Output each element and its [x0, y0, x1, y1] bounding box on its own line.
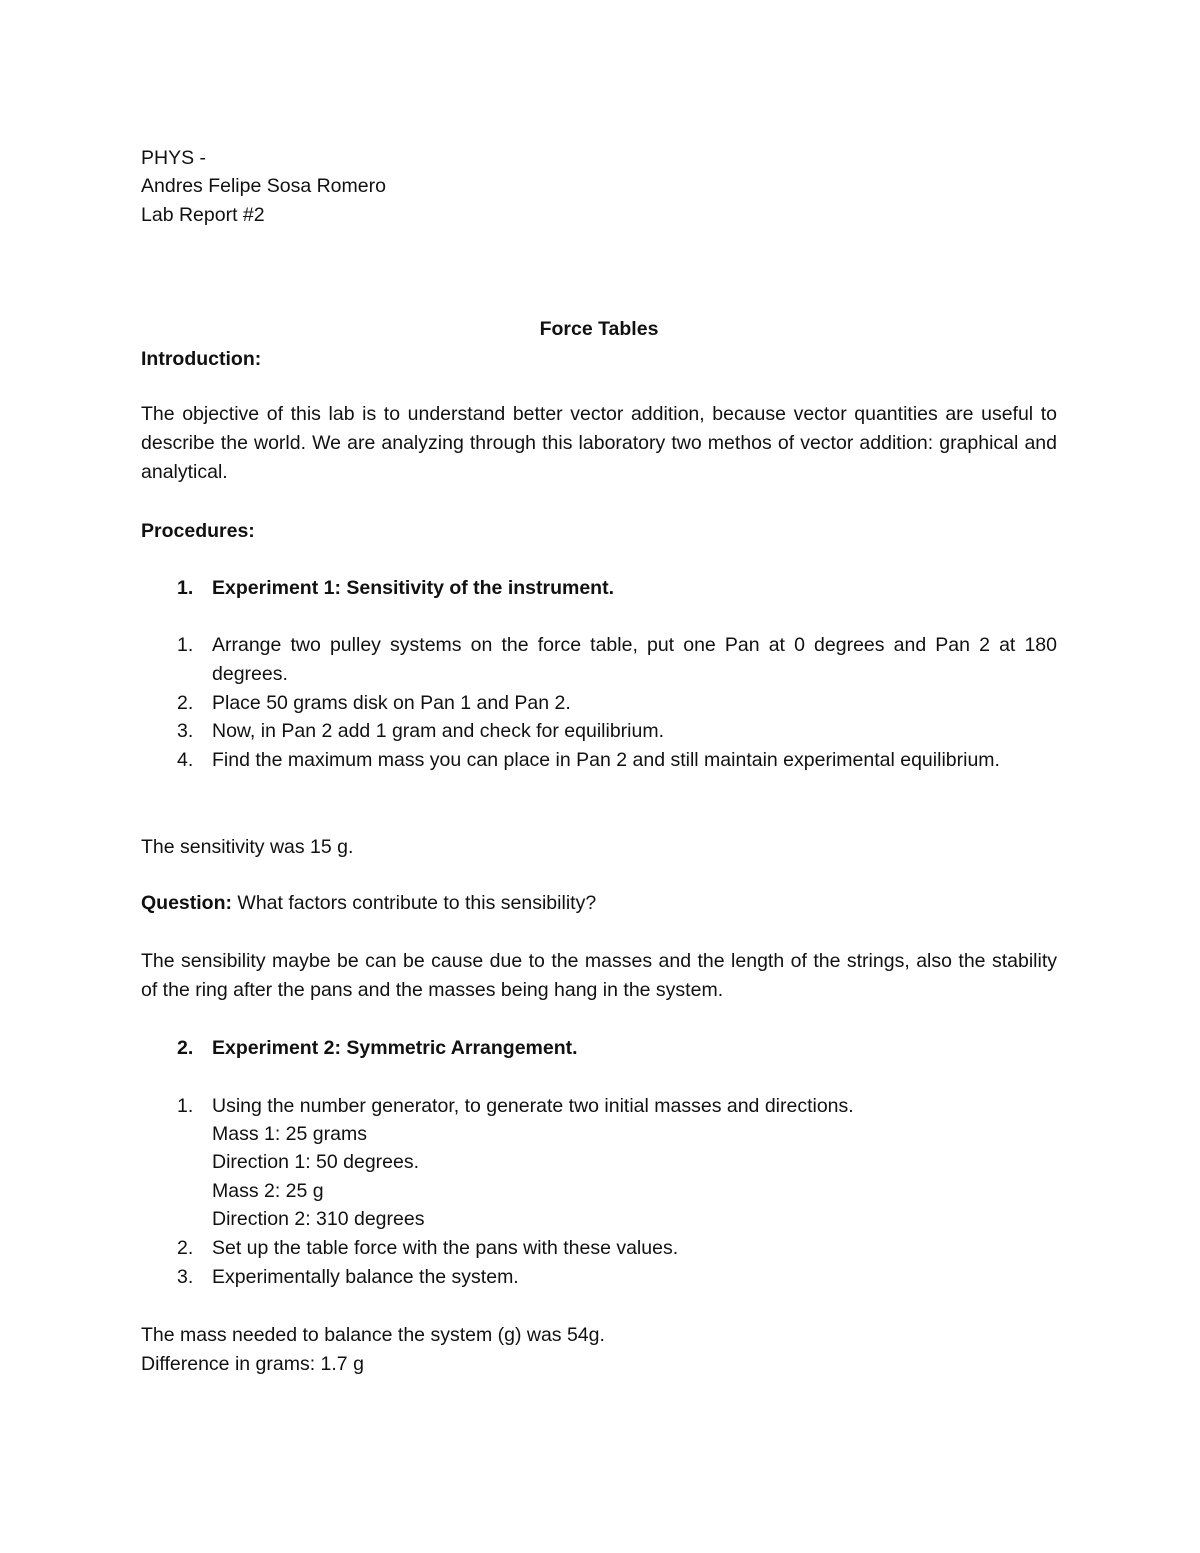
question-answer: The sensibility maybe be can be cause due to the masses and the length of the strings, also the stability of the ring after the pans and the masses being hang in the system.: [141, 950, 1057, 1001]
exp1-step-number: 3.: [177, 720, 194, 742]
exp2-step-number: 1.: [177, 1095, 194, 1117]
exp2-step-text: Using the number generator, to generate two initial masses and directions.: [212, 1095, 854, 1117]
page-title: Force Tables: [539, 318, 659, 340]
exp2-value-line: Mass 2: 25 g: [212, 1180, 324, 1202]
exp1-step-number: 1.: [177, 634, 194, 656]
experiment1-number: 1.: [177, 577, 194, 599]
exp2-value-line: Direction 1: 50 degrees.: [212, 1151, 420, 1173]
question-line: [141, 889, 596, 918]
exp2-value-line: Direction 2: 310 degrees: [212, 1208, 425, 1230]
question-text: What factors contribute to this sensibility?: [232, 892, 597, 914]
question-label: Question:: [141, 892, 232, 914]
exp2-value-line: Mass 1: 25 grams: [212, 1123, 367, 1145]
experiment2-title: Experiment 2: Symmetric Arrangement.: [212, 1037, 578, 1059]
exp1-step-number: 4.: [177, 749, 194, 771]
exp1-step-text: Place 50 grams disk on Pan 1 and Pan 2.: [212, 692, 571, 714]
sensitivity-result: The sensitivity was 15 g.: [141, 836, 354, 858]
exp2-step-text: Experimentally balance the system.: [212, 1266, 519, 1288]
report-label: Lab Report #2: [141, 204, 265, 226]
introduction-text: The objective of this lab is to understand better vector addition, because vector quantities are useful to describe the world. We are analyzing through this laboratory two methos of vector addition: graphical and analytical.: [141, 403, 1057, 483]
exp2-step-text: Set up the table force with the pans with these values.: [212, 1237, 679, 1259]
procedures-heading: Procedures:: [141, 520, 255, 542]
introduction-heading: Introduction:: [141, 348, 262, 370]
author-name: Andres Felipe Sosa Romero: [141, 175, 386, 197]
balance-mass-result: The mass needed to balance the system (g) was 54g.: [141, 1324, 605, 1346]
exp1-step-text: Arrange two pulley systems on the force table, put one Pan at 0 degrees and Pan 2 at 180 degrees.: [212, 634, 1057, 685]
difference-result: Difference in grams: 1.7 g: [141, 1353, 364, 1375]
exp1-step-number: 2.: [177, 692, 194, 714]
experiment2-number: 2.: [177, 1037, 194, 1059]
exp2-step-number: 3.: [177, 1266, 194, 1288]
experiment1-title: Experiment 1: Sensitivity of the instrument.: [212, 577, 614, 599]
course-label: PHYS -: [141, 147, 207, 169]
exp1-step-text: Now, in Pan 2 add 1 gram and check for equilibrium.: [212, 720, 664, 742]
exp1-step-text: Find the maximum mass you can place in Pan 2 and still maintain experimental equilibrium.: [212, 749, 1000, 771]
exp2-step-number: 2.: [177, 1237, 194, 1259]
